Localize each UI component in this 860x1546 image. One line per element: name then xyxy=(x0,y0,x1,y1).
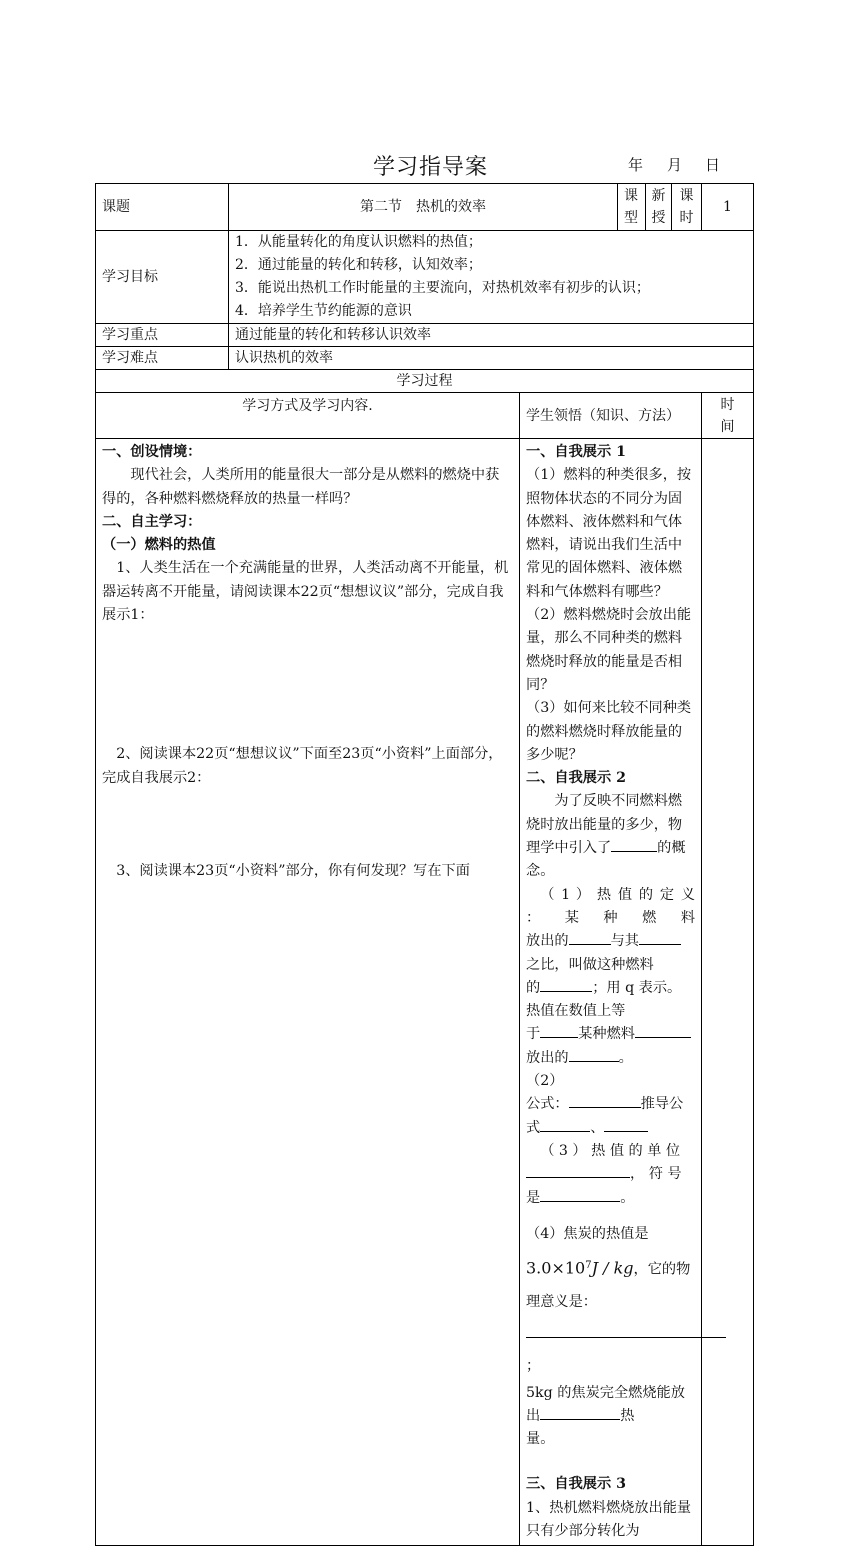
topic-row xyxy=(96,184,754,231)
spacer xyxy=(102,790,513,860)
task-3: 3、阅读课本23页“小资料”部分，你有何发现？写在下面 xyxy=(116,862,470,879)
hours-label: 课 时 xyxy=(672,184,702,231)
spacer xyxy=(102,627,513,743)
spacer xyxy=(526,1451,695,1473)
difficulty-value: 认识热机的效率 xyxy=(229,347,754,370)
formula-label: （2） xyxy=(526,1073,564,1090)
situation-title: 一、创设情境： xyxy=(102,444,202,460)
answer-blank[interactable] xyxy=(540,1117,590,1132)
answer-blank[interactable] xyxy=(635,1023,691,1038)
col-header-time: 时 间 xyxy=(702,393,754,439)
type-label: 课型 xyxy=(618,184,646,231)
goals-list xyxy=(229,231,754,324)
situation-text: 现代社会，人类所用的能量很大一部分是从燃料的燃烧中获得的，各种燃料燃烧释放的热量一样吗？ xyxy=(102,467,500,507)
formula-line: 公式： 推导公式 、 xyxy=(526,1093,695,1140)
coke-heat-line: （4）焦炭的热值是$3.0\times 10^7J$ / kg，它的物 xyxy=(526,1225,691,1278)
process-body-row xyxy=(96,439,754,1546)
display-3-q1: 1、热机燃料燃烧放出能量只有少部分转化为 xyxy=(526,1499,692,1540)
page-header xyxy=(0,146,860,180)
goal-item: 3．能说出热机工作时能量的主要流向，对热机效率有初步的认识； xyxy=(235,280,650,296)
display-3-title: 三、自我展示 3 xyxy=(526,1476,626,1493)
fuel-heat-subtitle: （一）燃料的热值 xyxy=(102,537,216,554)
definition-line-2: 放出的 与其之比，叫做这种燃料 xyxy=(526,930,695,977)
left-content xyxy=(96,439,520,1546)
answer-blank[interactable] xyxy=(611,837,657,852)
coke-5kg-line: 5kg 的焦炭完全燃烧能放出 热 xyxy=(526,1384,685,1424)
display-2-intro: 为了反映不同燃料燃烧时放出能量的多少，物理学中引入了 的概念。 xyxy=(526,793,686,880)
key-label: 学习重点 xyxy=(96,324,229,347)
date-day: 日 xyxy=(705,156,721,174)
type-value: 新 授 xyxy=(646,184,672,231)
time-column xyxy=(702,439,754,1546)
answer-blank[interactable] xyxy=(540,1023,578,1038)
definition-line-4: 于 某种燃料放出的 。 xyxy=(526,1023,695,1070)
coke-5kg-end: 量。 xyxy=(526,1431,555,1448)
goal-item: 4．培养学生节约能源的意识 xyxy=(235,303,412,319)
answer-blank[interactable] xyxy=(526,1163,630,1178)
self-study-title: 二、自主学习： xyxy=(102,513,202,530)
display-2-title: 二、自我展示 2 xyxy=(526,770,626,787)
key-row xyxy=(96,324,754,347)
topic-label: 课题 xyxy=(96,184,229,231)
col-header-understanding: 学生领悟（知识、方法） xyxy=(520,393,702,439)
display-1-q3: （3）如何来比较不同种类的燃料燃烧时释放能量的多少呢？ xyxy=(526,700,692,763)
display-1-q2: （2）燃料燃烧时会放出能量，那么不同种类的燃料燃烧时释放的能量是否相同？ xyxy=(526,607,692,693)
task-2: 2、阅读课本22页“想想议议”下面至23页“小资料”上面部分，完成自我展示2： xyxy=(102,746,503,786)
unit-symbol-line: 是 。 xyxy=(526,1187,695,1210)
coke-meaning-line: 理意义是：； xyxy=(526,1286,695,1382)
goals-label: 学习目标 xyxy=(96,231,229,324)
answer-blank[interactable] xyxy=(540,977,592,992)
difficulty-row xyxy=(96,347,754,370)
definition-line-3: 的 ；用 q 表示。热值在数值上等 xyxy=(526,977,695,1024)
goal-item: 2．通过能量的转化和转移，认知效率； xyxy=(235,257,482,273)
date-year: 年 xyxy=(628,156,644,174)
display-1-q1: （1）燃料的种类很多，按照物体状态的不同分为固体燃料、液体燃料和气体燃料，请说出我们生活中常见的固体燃料、液体燃料和气体燃料有哪些？ xyxy=(526,467,692,600)
task-1: 1、人类生活在一个充满能量的世界，人类活动离不开能量，机器运转离不开能量，请阅读课本22页“想想议议”部分，完成自我展示1： xyxy=(102,560,509,624)
process-header-row xyxy=(96,393,754,439)
goals-row xyxy=(96,231,754,324)
answer-blank[interactable] xyxy=(540,1187,620,1202)
answer-blank[interactable] xyxy=(639,930,681,945)
col-header-content: 学习方式及学习内容. xyxy=(96,393,520,439)
difficulty-label: 学习难点 xyxy=(96,347,229,370)
definition-line-1: （ 1 ） 热 值 的 定 义 ： 某 种 燃 料 xyxy=(526,886,696,926)
unit-line: （ 3 ） 热 值 的 单 位， 符 号 xyxy=(526,1140,695,1187)
answer-blank[interactable] xyxy=(604,1117,648,1132)
process-title-row xyxy=(96,370,754,393)
answer-blank[interactable] xyxy=(569,1093,641,1108)
page-title: 学习指导案 xyxy=(373,155,489,180)
date-month: 月 xyxy=(667,156,683,174)
answer-blank[interactable] xyxy=(569,930,611,945)
topic-value: 第二节 热机的效率 xyxy=(229,184,618,231)
goal-item: 1．从能量转化的角度认识燃料的热值； xyxy=(235,234,482,250)
process-title: 学习过程 xyxy=(96,370,754,393)
hours-value: 1 xyxy=(702,184,754,231)
right-content xyxy=(520,439,702,1546)
display-1-title: 一、自我展示 1 xyxy=(526,444,626,460)
answer-blank[interactable] xyxy=(526,1323,726,1338)
answer-blank[interactable] xyxy=(540,1405,620,1420)
study-guide-table xyxy=(95,183,754,1546)
key-value: 通过能量的转化和转移认识效率 xyxy=(229,324,754,347)
answer-blank[interactable] xyxy=(569,1047,619,1062)
